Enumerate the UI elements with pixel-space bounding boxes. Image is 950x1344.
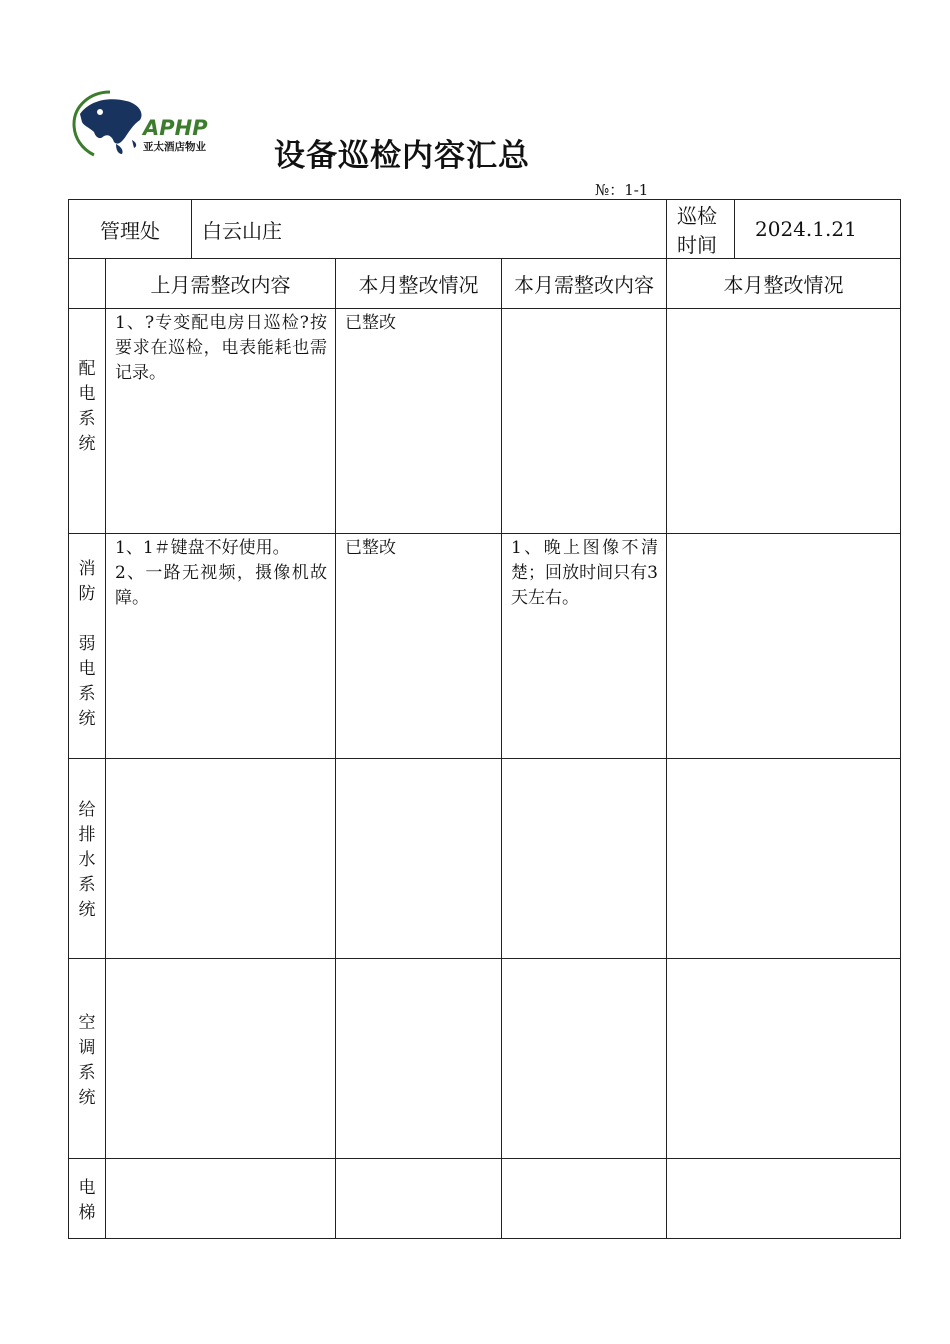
category-cell: 配 电 系 统 <box>69 309 106 534</box>
this-month-status <box>336 759 502 959</box>
this-month-issues <box>502 959 667 1159</box>
table-row <box>69 1159 901 1239</box>
logo-subtitle: 亚太酒店物业 <box>143 141 206 153</box>
column-header: 本月整改情况 <box>336 259 502 309</box>
this-month-fix <box>667 959 901 1159</box>
category-cell: 消 防 弱 电 系 统 <box>69 534 106 759</box>
table-row <box>69 959 901 1159</box>
page-title: 设备巡检内容汇总 <box>274 138 530 174</box>
time-label: 巡检时间 <box>667 200 735 259</box>
office-label: 管理处 <box>69 200 192 259</box>
table-row <box>69 534 901 759</box>
this-month-issues <box>502 759 667 959</box>
this-month-issues: 1、晚上图像不清楚；回放时间只有3天左右。 <box>502 534 667 759</box>
this-month-fix <box>667 309 901 534</box>
this-month-issues <box>502 309 667 534</box>
last-month-issues <box>106 959 336 1159</box>
category-cell: 电 梯 <box>69 1159 106 1239</box>
office-value: 白云山庄 <box>192 200 667 259</box>
corner-cell <box>69 259 106 309</box>
logo-brand: APHP <box>143 116 208 140</box>
last-month-issues <box>106 1159 336 1239</box>
table-row <box>69 309 901 534</box>
column-header: 本月整改情况 <box>667 259 901 309</box>
category-cell: 给 排 水 系 统 <box>69 759 106 959</box>
last-month-issues: 1、?专变配电房日巡检?按要求在巡检，电表能耗也需记录。 <box>106 309 336 534</box>
this-month-status: 已整改 <box>336 534 502 759</box>
this-month-fix <box>667 1159 901 1239</box>
category-cell: 空 调 系 统 <box>69 959 106 1159</box>
table-row <box>69 759 901 959</box>
this-month-status <box>336 959 502 1159</box>
last-month-issues <box>106 759 336 959</box>
column-header: 本月需整改内容 <box>502 259 667 309</box>
this-month-status <box>336 1159 502 1239</box>
time-value: 2024.1.21 <box>735 200 901 259</box>
inspection-table <box>68 199 901 1239</box>
this-month-status: 已整改 <box>336 309 502 534</box>
this-month-fix <box>667 534 901 759</box>
info-row <box>69 200 901 259</box>
this-month-issues <box>502 1159 667 1239</box>
last-month-issues: 1、1＃键盘不好使用。 2、一路无视频，摄像机故障。 <box>106 534 336 759</box>
column-header: 上月需整改内容 <box>106 259 336 309</box>
column-header-row <box>69 259 901 309</box>
document-number: №：1-1 <box>595 181 649 199</box>
this-month-fix <box>667 759 901 959</box>
